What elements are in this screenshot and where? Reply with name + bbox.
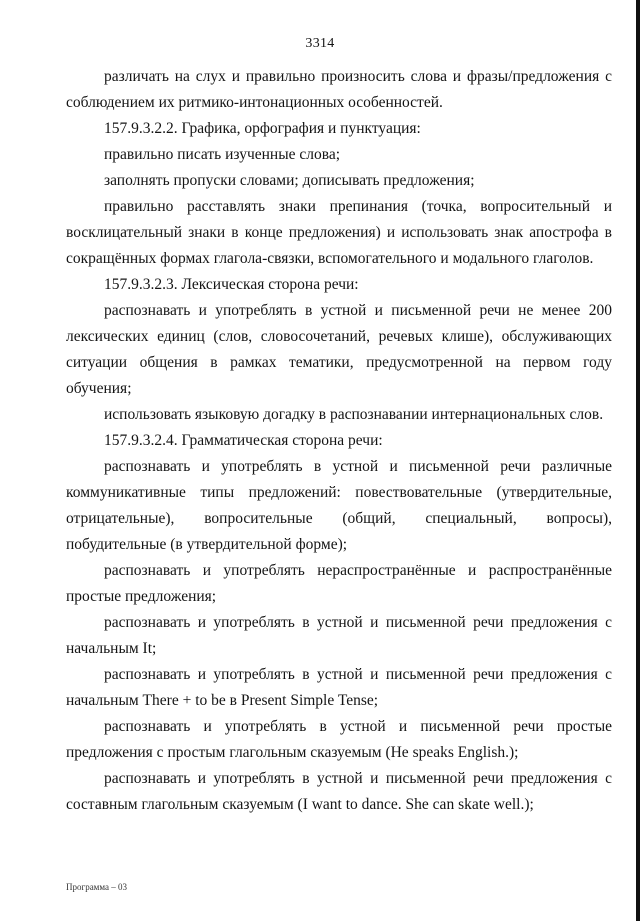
paragraph-prostye-predlozheniya: распознавать и употреблять нераспространённые и распространённые простые предложения; bbox=[66, 562, 612, 605]
section-heading-leksika: 157.9.3.2.3. Лексическая сторона речи: bbox=[104, 276, 359, 293]
paragraph-yazykovaya-dogadka: использовать языковую догадку в распознавании интернациональных слов. bbox=[104, 406, 604, 423]
paragraph-punktuatsiya: правильно расставлять знаки препинания (точка, вопросительный и восклицательный знаки в конце предложения) и использовать знак апострофа в сокращённых формах глагола-связки, вспомогательного и модального глаголов. bbox=[66, 198, 612, 267]
footer-label: Программа – 03 bbox=[66, 882, 128, 892]
paragraph-tipy-predlozheniy: распознавать и употреблять в устной и письменной речи различные коммуникативные типы предложений: повествовательные (утвердительные, отрицательные), вопросительные (общий, специальный, вопросы), побудительные (в утвердительной форме); bbox=[66, 458, 612, 553]
section-heading-grafika: 157.9.3.2.2. Графика, орфография и пунктуация: bbox=[104, 120, 421, 137]
paragraph-nachalnym-it: распознавать и употреблять в устной и письменной речи предложения с начальным It; bbox=[66, 614, 612, 657]
paragraph-nachalnym-there: распознавать и употреблять в устной и письменной речи предложения с начальным There + to be в Present Simple Tense; bbox=[66, 666, 612, 709]
paragraph-pisat: правильно писать изученные слова; bbox=[104, 146, 341, 163]
page-number: 3314 bbox=[305, 36, 335, 51]
paragraph-leksicheskie-edinitsy: распознавать и употреблять в устной и письменной речи не менее 200 лексических единиц (слов, словосочетаний, речевых клише), обслуживающих ситуации общения в рамках тематики, предусмотренной на первом году обучения; bbox=[66, 302, 612, 397]
scan-edge-bar bbox=[636, 0, 640, 921]
paragraph-prostoe-skazuemoe: распознавать и употреблять в устной и письменной речи простые предложения с простым глагольным сказуемым (He speaks English.); bbox=[66, 718, 612, 761]
paragraph-sostavnoe-skazuemoe: распознавать и употреблять в устной и письменной речи предложения с составным глагольным сказуемым (I want to dance. She can skate well.); bbox=[66, 770, 612, 813]
section-heading-grammatika: 157.9.3.2.4. Грамматическая сторона речи: bbox=[104, 432, 383, 449]
paragraph-zapolnyat: заполнять пропуски словами; дописывать предложения; bbox=[104, 172, 475, 189]
body-text bbox=[66, 64, 612, 818]
paragraph-slukh: различать на слух и правильно произносить слова и фразы/предложения с соблюдением их ритмико-интонационных особенностей. bbox=[66, 68, 612, 111]
